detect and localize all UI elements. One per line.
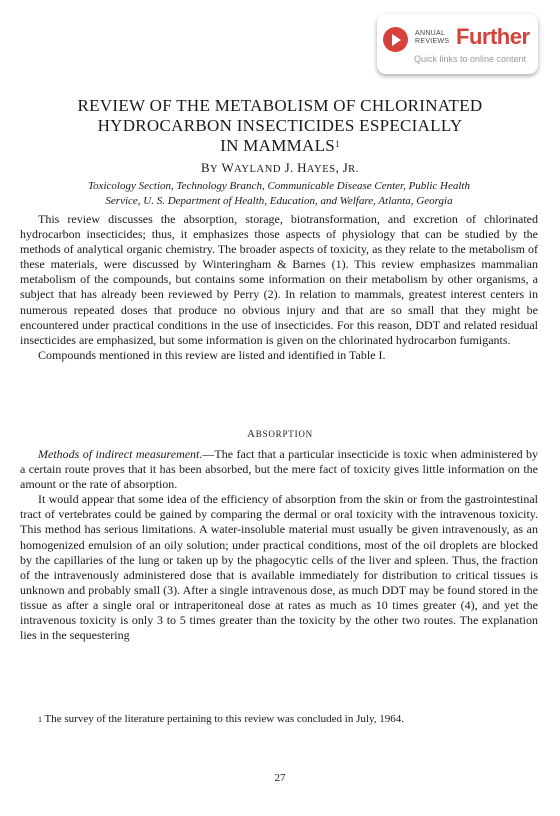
absorption-section (20, 447, 538, 643)
annual-reviews-further-badge[interactable] (377, 14, 538, 74)
further-brand: Further (456, 24, 530, 49)
title-line3: IN MAMMALS$^1$ (220, 136, 340, 155)
absorption-paragraph-1: Methods of indirect measurement.—The fact that a particular insecticide is toxic when administered by a certain route proves that it has been absorbed, but the mere fact of toxicity gives little information on the amount or the rate of absorption. (20, 447, 539, 492)
section-heading: ABSORPTION (247, 428, 313, 440)
absorption-paragraph-2: It would appear that some idea of the efficiency of absorption from the skin or from the gastrointestinal tract of vertebrates could be gained by comparing the dermal or oral toxicity with the intravenous toxicity. This method has serious limitations. A water-insoluble material must usually be given intravenously, as an homogenized emulsion of an oily solution; under practical conditions, most of the oil droplets are blocked by the capillaries of the lung or taken up by the phagocytic cells of the liver and spleen. Thus, the fraction of the intravenously administered dose that is available immediately for distribution to critical tissues is unknown and probably small (3). After a single intravenous dose, as much DDT may be found stored in the tissue as after a single oral or intraperitoneal dose at rates as much as 10 times greater (4), and yet the intravenous toxicity is only 3 to 5 times greater than the toxicity by the other two routes. The explanation lies in the sequestering (20, 492, 538, 643)
title-line2: HYDROCARBON INSECTICIDES ESPECIALLY (97, 116, 463, 135)
intro-paragraph-1: This review discusses the absorption, storage, biotransformation, and excretion of chlorinated hydrocarbon insecticides; thus, it emphasizes those aspects of physiology that can be studied by the methods of analytical organic chemistry. The broader aspects of toxicity, as they relate to the metabolism of these materials, were discussed by Winteringham & Barnes (1). This review emphasizes mammalian metabolism of the compounds, but contains some information on their metabolism by other organisms, a subject that has already been reviewed by Perry (2). In relation to mammals, greatest interest centers in numerous repeated doses that produce no obvious injury and that are so small that they might be encountered under practical conditions in the use of insecticides. For this reason, DDT and related residual insecticides are emphasized, but some information is given on the chlorinated hydrocarbon fumigants. (20, 212, 538, 347)
play-icon (392, 34, 401, 46)
author-line: BY WAYLAND J. HAYES, JR. (201, 160, 359, 175)
badge-line1: ANNUAL (415, 30, 446, 37)
badge-line2: REVIEWS (415, 38, 450, 45)
annual-reviews-wordmark (415, 30, 449, 46)
page-number: 27 (274, 772, 286, 784)
article-title (0, 96, 560, 156)
title-line1: REVIEW OF THE METABOLISM OF CHLORINATED (77, 96, 483, 115)
badge-tagline: Quick links to online content (414, 54, 527, 64)
intro-section (20, 212, 538, 363)
title-footnote-mark[interactable]: 1 (335, 139, 340, 149)
footnote: $^1$ The survey of the literature pertaining to this review was concluded in July, 1964. (38, 713, 404, 725)
intro-paragraph-2: Compounds mentioned in this review are listed and identified in Table I. (38, 347, 386, 362)
author-affiliation: Toxicology Section, Technology Branch, Communicable Disease Center, Public Health Service, U. S. Department of Health, Education, and Welfare, Atlanta, Georgia (88, 180, 470, 207)
